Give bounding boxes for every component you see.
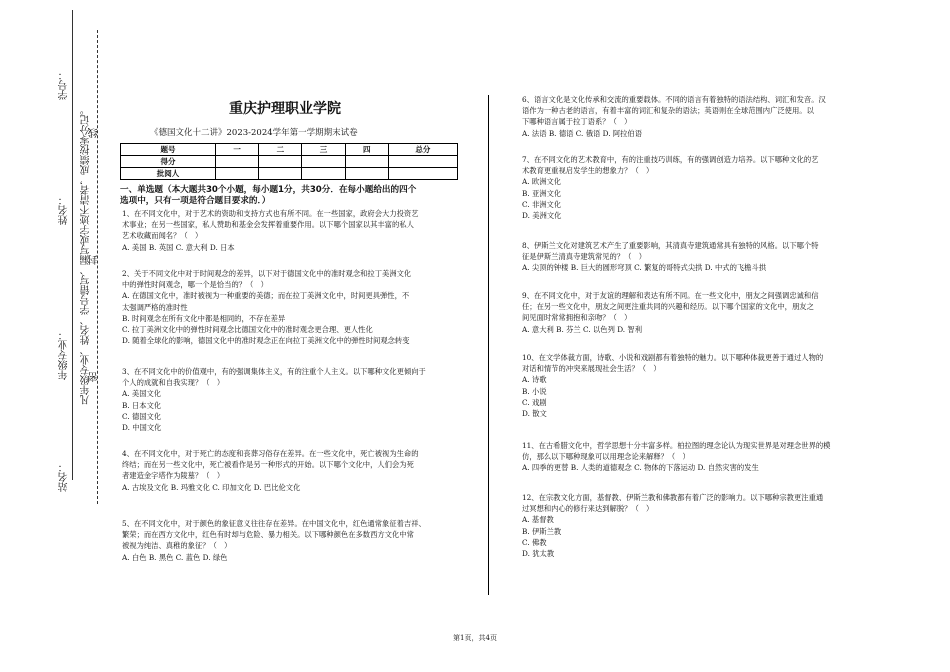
question-4 — [122, 448, 467, 493]
question-option: A. 美国 B. 英国 C. 意大利 D. 日本 — [122, 242, 235, 252]
grader-cell[interactable] — [302, 168, 345, 180]
question-option: D. 美洲文化 — [522, 211, 562, 221]
question-stem-line: 终结；而在另一些文化中，死亡被看作是另一种形式的开始。以下哪个文化中，人们会为死 — [122, 460, 414, 470]
question-1 — [122, 208, 467, 253]
question-stem-line: 2、关于不同文化中对于时间观念的差异，以下对于德国文化中的准时观念和拉丁美洲文化 — [122, 269, 412, 278]
question-stem-line: 对话和情节的冲突来展现社会生活？（ ） — [522, 364, 661, 374]
question-stem-line: 6、语言文化是文化传承和交流的重要载体。不同的语言有着独特的语法结构、词汇和发音。汉 — [522, 95, 826, 104]
dashed-cut-line — [97, 30, 98, 504]
question-option: A. 古埃及文化 B. 玛雅文化 C. 印加文化 D. 巴比伦文化 — [122, 482, 301, 492]
question-stem-line: 1、在不同文化中，对于艺术的资助和支持方式也有所不同。在一些国家，政府会大力投资艺 — [122, 209, 419, 218]
section-heading-line: 选项中，只有一项是符合题目要求的．） — [120, 196, 271, 206]
question-10 — [522, 352, 867, 419]
question-option: A. 欧洲文化 — [522, 177, 562, 187]
question-option: D. 散文 — [522, 409, 547, 419]
question-option: A. 白色 B. 黑色 C. 蓝色 D. 绿色 — [122, 552, 228, 562]
seal-mark-secret: 密 — [89, 372, 100, 382]
question-stem-line: 下哪种语言属于拉丁语系？（ ） — [522, 117, 632, 127]
score-header-cell: 总分 — [388, 144, 457, 156]
score-cell[interactable] — [388, 156, 457, 168]
question-stem-line: 中的弹性时间观念，哪一个是恰当的？（ ） — [122, 280, 268, 290]
question-stem-line: 12、在宗教文化方面，基督教、伊斯兰教和佛教都有着广泛的影响力。以下哪种宗教更注重通 — [522, 493, 824, 502]
question-stem-line: 任；在另一些文化中，朋友之间更注重共同的兴趣和经历。以下哪个国家的文化中，朋友之 — [522, 302, 814, 312]
question-stem-line: 繁荣；而在西方文化中，红色有时却与危险、暴力相关。以下哪种颜色在多数西方文化中常 — [122, 530, 414, 540]
grader-cell[interactable] — [216, 168, 259, 180]
question-stem-line: 语作为一种古老的语言，有着丰富的词汇和复杂的语法；英语则在全球范围内广泛使用。以 — [522, 106, 814, 116]
class-label: 年级专业： — [59, 330, 70, 380]
question-stem-line: 过冥想和内心的修行来达到解脱？（ ） — [522, 504, 654, 514]
question-option: A. 在德国文化中，准时被视为一种重要的美德；而在拉丁美洲文化中，时间更具弹性，不 — [122, 291, 410, 301]
score-table-header-row — [121, 144, 458, 156]
question-2 — [122, 268, 467, 346]
question-option: B. 小说 — [522, 386, 547, 396]
grader-row — [121, 168, 458, 180]
question-option: C. 佛教 — [522, 537, 547, 547]
question-stem-line: 11、在古希腊文化中，哲学思想十分丰富多样。柏拉图的理念论认为现实世界是对理念世界的模 — [522, 441, 831, 450]
question-stem-line: 9、在不同文化中，对于友谊的理解和表达有所不同。在一些文化中，朋友之间强调忠诚和信 — [522, 291, 819, 300]
exam-title: 《德国文化十二讲》2023-2024学年第一学期期末试卷 — [150, 128, 358, 138]
question-stem-line: 征是伊斯兰清真寺建筑常见的？（ ） — [522, 252, 647, 262]
score-cell[interactable] — [302, 156, 345, 168]
question-9 — [522, 290, 867, 335]
question-8 — [522, 240, 867, 274]
question-stem-line: 个人的成就和自我实现？（ ） — [122, 378, 225, 388]
score-cell[interactable] — [259, 156, 302, 168]
question-option: C. 拉丁美洲文化中的弹性时间观念比德国文化中的准时观念更合理、更人性化 — [122, 325, 373, 335]
score-table — [120, 143, 458, 180]
question-stem-line: 者建造金字塔作为陵墓？（ ） — [122, 471, 225, 481]
question-option: C. 非洲文化 — [522, 199, 562, 209]
column-divider — [488, 95, 489, 595]
question-option: C. 戏剧 — [522, 397, 547, 407]
score-cell[interactable] — [216, 156, 259, 168]
question-3 — [122, 366, 467, 433]
question-stem-line: 术事业；在另一些国家，私人赞助和基金会发挥着重要作用。以下哪个国家以其丰富的私人 — [122, 220, 414, 230]
score-header-cell: 一 — [216, 144, 259, 156]
question-stem-line: 3、在不同文化中的价值观中，有的强调集体主义，有的注重个人主义。以下哪种文化更倾向于 — [122, 367, 426, 376]
grader-cell[interactable] — [259, 168, 302, 180]
student-name-label: 姓名： — [59, 195, 70, 225]
question-option: A. 基督教 — [522, 515, 554, 525]
question-12 — [522, 492, 867, 559]
grader-row-label: 批阅人 — [121, 168, 216, 180]
question-stem-line: 术教育更重视启发学生的想象力？（ ） — [522, 166, 654, 176]
question-option: B. 伊斯兰教 — [522, 526, 562, 536]
question-option: D. 犹太教 — [522, 549, 555, 559]
question-11 — [522, 440, 867, 474]
question-option: A. 法语 B. 德语 C. 俄语 D. 阿拉伯语 — [522, 128, 643, 138]
question-option: A. 美国文化 — [122, 389, 162, 399]
score-header-cell: 题号 — [121, 144, 216, 156]
warning-text: 凡年级专业、姓名、学号错写、漏写或字迹不清者，成绩按零分记。 — [81, 105, 92, 405]
question-7 — [522, 154, 867, 221]
score-row — [121, 156, 458, 168]
seal-mark-line: 线 — [89, 128, 100, 138]
question-stem-line: 8、伊斯兰文化对建筑艺术产生了重要影响，其清真寺建筑通常具有独特的风格。以下哪个特 — [522, 241, 819, 250]
score-header-cell: 三 — [302, 144, 345, 156]
question-option: C. 德国文化 — [122, 411, 162, 421]
student-id-label: 学号： — [59, 70, 70, 100]
question-6 — [522, 94, 867, 139]
question-stem-line: 艺术收藏而闻名？（ ） — [122, 231, 203, 241]
site-label: 站名： — [59, 462, 70, 492]
score-header-cell: 四 — [345, 144, 388, 156]
question-stem-line: 被视为纯洁、真稚的象征？（ ） — [122, 541, 232, 551]
question-stem-line: 仿，那么以下哪种现象可以用理念论来解释？（ ） — [522, 452, 690, 462]
binding-margin — [0, 0, 110, 672]
page-footer: 第1页，共4页 — [453, 634, 497, 642]
question-option: B. 亚洲文化 — [522, 188, 562, 198]
question-stem-line: 4、在不同文化中，对于死亡的态度和丧葬习俗存在差异。在一些文化中，死亡被视为生命的 — [122, 449, 419, 458]
question-option: A. 尖顶的钟楼 B. 巨大的圆形穹顶 C. 繁复的哥特式尖拱 D. 中式的飞檐斗拱 — [522, 263, 767, 273]
question-option: 太强调严格的准时性 — [122, 302, 188, 312]
question-5 — [122, 518, 467, 563]
section-heading — [120, 185, 455, 207]
school-name: 重庆护理职业学院 — [229, 101, 341, 117]
question-option: A. 意大利 B. 芬兰 C. 以色列 D. 智利 — [522, 324, 643, 334]
score-cell[interactable] — [345, 156, 388, 168]
grader-cell[interactable] — [345, 168, 388, 180]
score-row-label: 得分 — [121, 156, 216, 168]
question-stem-line: 10、在文学体裁方面，诗歌、小说和戏剧都有着独特的魅力。以下哪种体裁更善于通过人物的 — [522, 353, 824, 362]
question-option: B. 日本文化 — [122, 400, 162, 410]
question-stem-line: 7、在不同文化的艺术教育中，有的注重技巧训练，有的强调创造力培养。以下哪种文化的艺 — [522, 155, 819, 164]
grader-cell[interactable] — [388, 168, 457, 180]
question-stem-line: 5、在不同文化中，对于颜色的象征意义往往存在差异。在中国文化中，红色通常象征着吉祥、 — [122, 519, 426, 528]
section-heading-line: 一、单选题（本大题共30个小题，每小题1分，共30分．在每小题给出的四个 — [120, 185, 417, 195]
question-option: A. 四季的更替 B. 人类的道德观念 C. 物体的下落运动 D. 自然灾害的发生 — [522, 463, 759, 473]
question-option: A. 诗歌 — [522, 375, 547, 385]
question-option: D. 随着全球化的影响，德国文化中的准时观念正在向拉丁美洲文化中的弹性时间观念转变 — [122, 336, 410, 346]
question-option: D. 中国文化 — [122, 423, 162, 433]
seal-mark-seal: 封 — [89, 255, 100, 265]
score-header-cell: 二 — [259, 144, 302, 156]
name-underline — [72, 10, 73, 480]
question-option: B. 时间观念在所有文化中都是相同的，不存在差异 — [122, 313, 286, 323]
question-stem-line: 间见面时常常拥抱和亲吻？（ ） — [522, 313, 632, 323]
